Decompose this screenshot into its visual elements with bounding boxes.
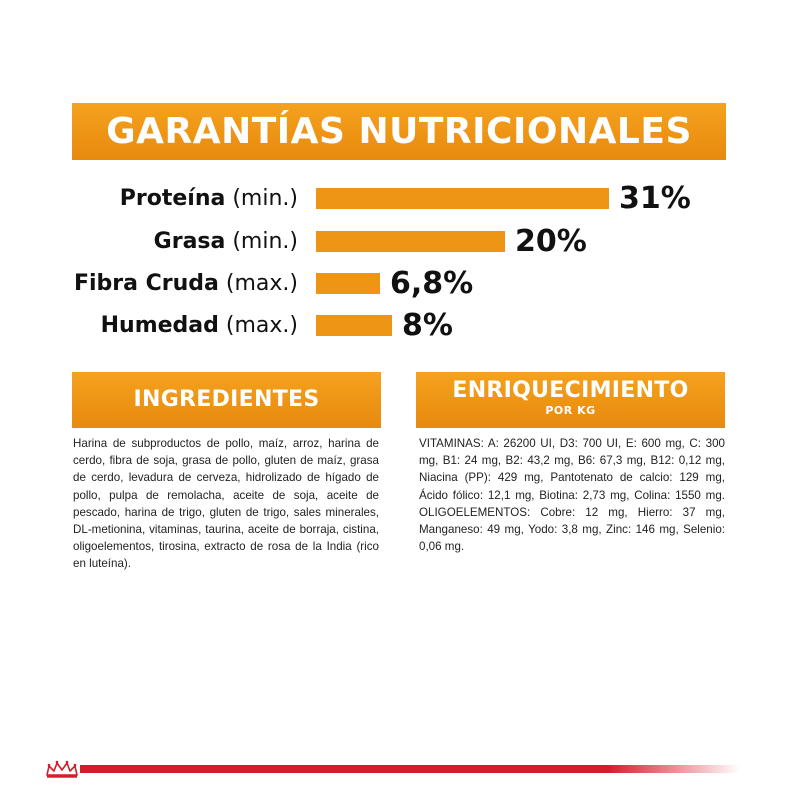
nutrient-row <box>0 308 800 344</box>
nutrient-bar <box>316 273 380 294</box>
ingredients-title: INGREDIENTES <box>133 387 320 412</box>
nutrient-label <box>154 224 298 260</box>
nutrient-name: Humedad <box>100 313 219 338</box>
banner-title: GARANTÍAS NUTRICIONALES <box>106 111 692 152</box>
nutrient-name: Fibra Cruda <box>73 271 219 296</box>
nutrient-bar <box>316 188 609 209</box>
nutrient-value: 8% <box>402 308 453 343</box>
nutrient-qualifier: (min.) <box>225 186 298 211</box>
nutrient-label <box>74 266 298 302</box>
enrichment-subtitle: POR KG <box>545 404 596 417</box>
royal-canin-crown-icon <box>44 759 80 779</box>
enrichment-header <box>416 372 725 428</box>
nutritional-banner <box>72 103 726 160</box>
nutrient-row <box>0 181 800 217</box>
nutrient-label <box>120 181 298 217</box>
ingredients-text: Harina de subproductos de pollo, maíz, arroz, harina de cerdo, fibra de soja, grasa de pollo, gluten de maíz, grasa de cerdo, levadura de cerveza, hidrolizado de hígado de pollo, pulpa de remolacha, aceite de soja, aceite de pescado, harina de trigo, gluten de trigo, sales minerales, DL-metionina, vitaminas, taurina, aceite de borraja, cistina, oligoelementos, tirosina, extracto de rosa de la India (rico en luteína). <box>73 437 379 571</box>
nutrient-bar <box>316 231 505 252</box>
nutrient-qualifier: (max.) <box>218 313 298 338</box>
nutrient-qualifier: (max.) <box>218 271 298 296</box>
nutrient-value: 6,8% <box>390 266 474 301</box>
nutrient-value: 31% <box>619 181 691 216</box>
nutrient-value: 20% <box>515 224 587 259</box>
nutrient-qualifier: (min.) <box>225 229 298 254</box>
nutrient-name: Proteína <box>119 186 226 211</box>
enrichment-text: VITAMINAS: A: 26200 UI, D3: 700 UI, E: 600 mg, C: 300 mg, B1: 24 mg, B2: 43,2 mg, B6: 67,3 mg, B12: 0,12 mg, Niacina (PP): 429 mg, Pantotenato de calcio: 129 mg, Ácido fólico: 12,1 mg, Biotina: 2,73 mg, Colina: 1550 mg. OLIGOELEMENTOS: Cobre: 12 mg, Hierro: 37 mg, Manganeso: 49 mg, Yodo: 3,8 mg, Zinc: 146 mg, Selenio: 0,06 mg. <box>419 437 725 554</box>
nutrient-row <box>0 266 800 302</box>
nutrient-bar <box>316 315 392 336</box>
nutrient-label <box>101 308 298 344</box>
footer-brand-line <box>80 765 740 773</box>
nutrient-name: Grasa <box>153 229 226 254</box>
ingredients-header <box>72 372 381 428</box>
nutrient-row <box>0 224 800 260</box>
enrichment-title: ENRIQUECIMIENTO <box>452 378 689 403</box>
